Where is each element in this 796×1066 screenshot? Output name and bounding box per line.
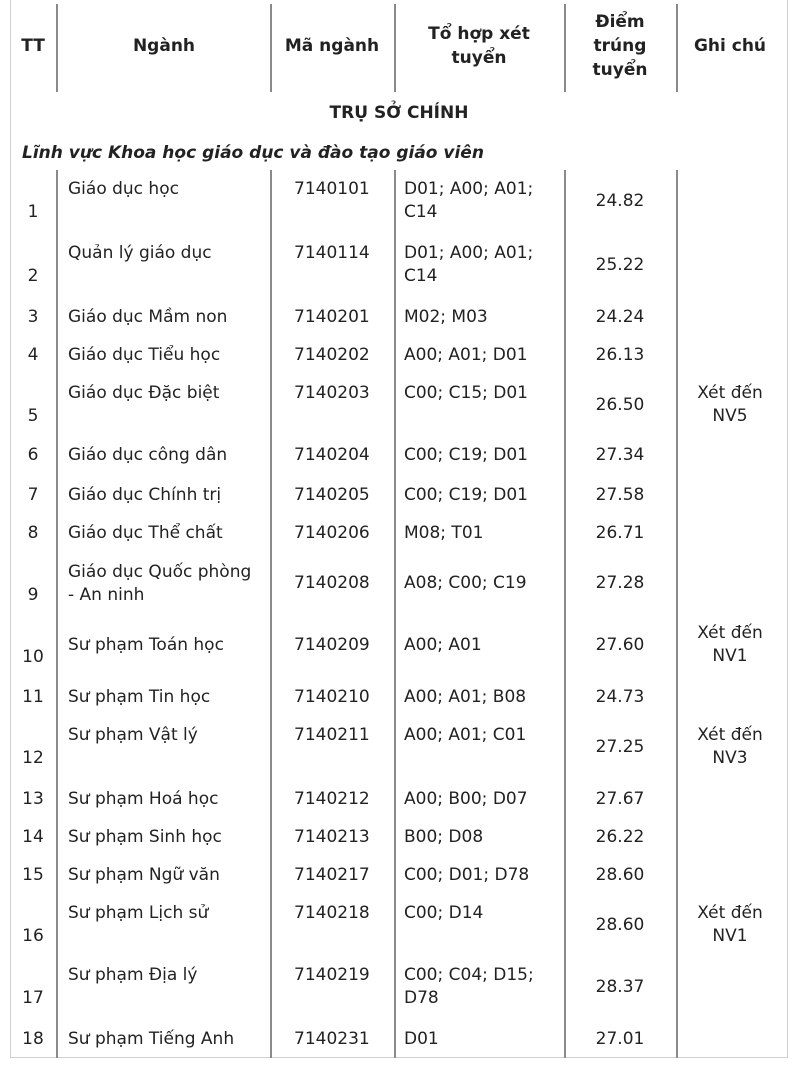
cell-tt: 11 — [22, 687, 44, 707]
cell-score: 28.60 — [595, 915, 645, 935]
cell-code: 7140219 — [294, 965, 370, 985]
cell-score: 26.50 — [595, 395, 645, 415]
cell-score: 25.22 — [595, 255, 645, 275]
cell-note: NV1 — [712, 926, 748, 946]
cell-score: 24.24 — [595, 307, 645, 327]
header-to-hop: Tổ hợp xét tuyển — [428, 24, 530, 68]
cell-combo: D01 — [404, 1029, 439, 1049]
cell-note: Xét đến — [697, 383, 763, 403]
cell-combo: M08; T01 — [404, 523, 484, 543]
cell-combo: C00; C04; D15; — [404, 965, 534, 985]
cell-combo: C14 — [404, 202, 438, 222]
cell-score: 24.73 — [595, 687, 645, 707]
cell-combo: C00; D01; D78 — [404, 865, 530, 885]
cell-name: Sư phạm Ngữ văn — [68, 865, 220, 885]
cell-score: 27.28 — [595, 573, 645, 593]
cell-score: 27.34 — [595, 445, 645, 465]
cell-code: 7140202 — [294, 345, 370, 365]
cell-code: 7140101 — [294, 179, 370, 199]
cell-tt: 18 — [22, 1029, 44, 1049]
cell-tt: 15 — [22, 865, 44, 885]
cell-combo: B00; D08 — [404, 827, 484, 847]
cell-tt: 6 — [27, 445, 39, 465]
cell-score: 28.37 — [595, 977, 645, 997]
cell-tt: 8 — [27, 523, 39, 543]
header-divider — [56, 4, 58, 92]
cell-name: - An ninh — [68, 585, 145, 605]
cell-combo: A00; A01; C01 — [404, 725, 527, 745]
cell-tt: 12 — [22, 748, 44, 768]
cell-tt: 2 — [27, 266, 39, 286]
cell-code: 7140203 — [294, 383, 370, 403]
field-title: Lĩnh vực Khoa học giáo dục và đào tạo giáo viên — [22, 143, 484, 163]
cell-tt: 4 — [27, 345, 39, 365]
cell-tt: 3 — [27, 307, 39, 327]
cell-combo: C00; D14 — [404, 903, 484, 923]
cell-tt: 7 — [27, 485, 39, 505]
cell-tt: 9 — [27, 585, 39, 605]
cell-note: Xét đến — [697, 725, 763, 745]
cell-combo: C00; C19; D01 — [404, 445, 528, 465]
cell-score: 27.60 — [595, 635, 645, 655]
cell-code: 7140218 — [294, 903, 370, 923]
cell-combo: A08; C00; C19 — [404, 573, 527, 593]
cell-tt: 14 — [22, 827, 44, 847]
cell-tt: 16 — [22, 926, 44, 946]
cell-name: Giáo dục Tiểu học — [68, 345, 221, 365]
cell-code: 7140209 — [294, 635, 370, 655]
cell-name: Giáo dục công dân — [68, 445, 228, 465]
cell-name: Giáo dục Thể chất — [68, 523, 223, 543]
cell-combo: A00; B00; D07 — [404, 789, 528, 809]
header-nganh: Ngành — [132, 36, 196, 56]
cell-code: 7140208 — [294, 573, 370, 593]
header-ghi-chu: Ghi chú — [693, 36, 767, 56]
cell-name: Sư phạm Toán học — [68, 635, 224, 655]
body-divider — [56, 170, 58, 1058]
body-divider — [270, 170, 272, 1058]
cell-note: NV5 — [712, 406, 748, 426]
cell-code: 7140201 — [294, 307, 370, 327]
cell-name: Sư phạm Vật lý — [68, 725, 198, 745]
body-divider — [676, 170, 678, 1058]
cell-name: Sư phạm Tiếng Anh — [68, 1029, 235, 1049]
cell-combo: A00; A01; B08 — [404, 687, 527, 707]
cell-combo: D78 — [404, 988, 439, 1008]
cell-name: Quản lý giáo dục — [68, 243, 212, 263]
cell-tt: 13 — [22, 789, 44, 809]
cell-note: NV3 — [712, 748, 748, 768]
cell-code: 7140213 — [294, 827, 370, 847]
header-tt: TT — [21, 36, 45, 56]
cell-code: 7140205 — [294, 485, 370, 505]
cell-name: Giáo dục Mầm non — [68, 307, 228, 327]
header-diem: Điểm trúng tuyển — [592, 12, 648, 80]
cell-name: Sư phạm Địa lý — [68, 965, 198, 985]
header-ma-nganh: Mã ngành — [284, 36, 380, 56]
cell-score: 27.58 — [595, 485, 645, 505]
cell-combo: D01; A00; A01; — [404, 243, 534, 263]
cell-name: Giáo dục Đặc biệt — [68, 383, 220, 403]
cell-name: Sư phạm Lịch sử — [68, 903, 209, 923]
cell-score: 27.67 — [595, 789, 645, 809]
cell-combo: C00; C19; D01 — [404, 485, 528, 505]
cell-score: 26.71 — [595, 523, 645, 543]
cell-tt: 17 — [22, 988, 44, 1008]
cell-note: Xét đến — [697, 623, 763, 643]
cell-combo: D01; A00; A01; — [404, 179, 534, 199]
cell-note: Xét đến — [697, 903, 763, 923]
cell-code: 7140211 — [294, 725, 370, 745]
cell-code: 7140204 — [294, 445, 370, 465]
cell-code: 7140231 — [294, 1029, 370, 1049]
cell-code: 7140217 — [294, 865, 370, 885]
cell-score: 28.60 — [595, 865, 645, 885]
cell-score: 27.01 — [595, 1029, 645, 1049]
section-title: TRỤ SỞ CHÍNH — [329, 103, 469, 123]
cell-tt: 10 — [22, 647, 44, 667]
body-divider — [394, 170, 396, 1058]
cell-name: Giáo dục học — [68, 179, 179, 199]
header-divider — [676, 4, 678, 92]
cell-combo: A00; A01 — [404, 635, 482, 655]
cell-score: 24.82 — [595, 191, 645, 211]
cell-combo: M02; M03 — [404, 307, 488, 327]
table-bottom-border — [10, 1057, 787, 1058]
cell-name: Sư phạm Sinh học — [68, 827, 222, 847]
cell-name: Giáo dục Quốc phòng — [68, 562, 252, 582]
cell-score: 27.25 — [595, 737, 645, 757]
cell-code: 7140206 — [294, 523, 370, 543]
cell-tt: 5 — [27, 406, 39, 426]
cell-combo: C14 — [404, 266, 438, 286]
cell-name: Sư phạm Tin học — [68, 687, 211, 707]
header-divider — [394, 4, 396, 92]
cell-code: 7140212 — [294, 789, 370, 809]
cell-code: 7140210 — [294, 687, 370, 707]
cell-combo: C00; C15; D01 — [404, 383, 528, 403]
cell-note: NV1 — [712, 646, 748, 666]
cell-combo: A00; A01; D01 — [404, 345, 528, 365]
cell-score: 26.13 — [595, 345, 645, 365]
cell-score: 26.22 — [595, 827, 645, 847]
cell-name: Sư phạm Hoá học — [68, 789, 219, 809]
header-divider — [270, 4, 272, 92]
header-divider — [564, 4, 566, 92]
cell-code: 7140114 — [294, 243, 370, 263]
cell-name: Giáo dục Chính trị — [68, 485, 222, 505]
cell-tt: 1 — [27, 202, 39, 222]
